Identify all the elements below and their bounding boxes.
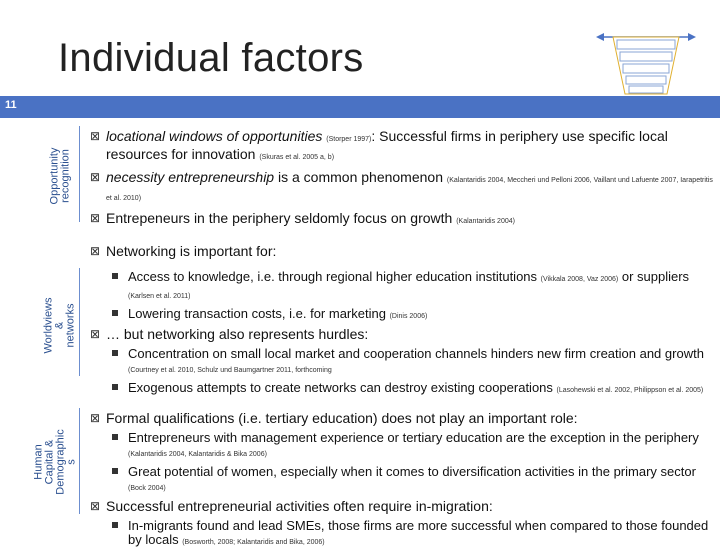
slide-number: 11 — [5, 99, 17, 111]
bullet-text: Successful entrepreneurial activities often require in-migration: — [106, 498, 493, 514]
bullet-marker-icon: ⊠ — [90, 170, 101, 184]
side-label-opportunity — [46, 126, 74, 226]
sub-bullet-concentration — [90, 347, 716, 378]
citation: (Kalantaridis 2004) — [456, 218, 515, 225]
sub-bullet-women-potential — [90, 465, 716, 496]
bullet-in-migration — [90, 499, 716, 514]
sub-bullet-text: In-migrants found and lead SMEs, those firms are more successful when compared to those founded by locals — [128, 518, 709, 547]
sub-bullet-in-migrants — [90, 519, 716, 550]
side-divider-opportunity — [79, 126, 80, 222]
square-bullet-icon — [112, 310, 118, 316]
bullet-necessity-entrepreneurship — [90, 170, 716, 206]
sub-bullet-text-cont: or suppliers — [618, 269, 690, 284]
citation: (Bosworth, 2008; Kalantaridis and Bika, 2006) — [182, 539, 325, 546]
sub-bullet-text: Access to knowledge, i.e. through regional higher education institutions — [128, 269, 538, 284]
sub-bullet-text: Lowering transaction costs, i.e. for marketing — [128, 306, 386, 321]
bullet-text: Entrepeneurs in the periphery seldomly focus on growth — [106, 210, 453, 226]
square-bullet-icon — [112, 350, 118, 356]
side-label-human-1: Human — [33, 444, 46, 480]
sub-bullet-transaction-costs — [90, 307, 716, 324]
citation: (Storper 1997) — [326, 136, 372, 143]
square-bullet-icon — [112, 273, 118, 279]
sub-bullet-text: Entrepreneurs with management experience or tertiary education are the exception in the periphery — [128, 430, 699, 445]
citation: (Courtney et al. 2010, Schulz und Baumgartner 2011, forthcoming — [128, 367, 332, 374]
bullet-marker-icon: ⊠ — [90, 129, 101, 143]
sub-bullet-management-experience — [90, 431, 716, 462]
square-bullet-icon — [112, 384, 118, 390]
bullet-italic-term: locational windows of opportunities — [106, 128, 323, 144]
pyramid-logo-icon — [596, 28, 696, 98]
header-bar — [0, 96, 720, 118]
bullet-marker-icon: ⊠ — [90, 327, 101, 341]
square-bullet-icon — [112, 434, 118, 440]
side-label-human-capital — [34, 410, 78, 514]
sub-bullet-access-knowledge — [90, 270, 716, 304]
side-label-opportunity-text: Opportunity recognition — [48, 147, 71, 205]
citation: (Karlsen et al. 2011) — [128, 293, 191, 300]
bullet-marker-icon: ⊠ — [90, 499, 101, 513]
sub-bullet-text: Great potential of women, especially when it comes to diversification activities in the primary sector — [128, 464, 696, 479]
side-label-human-3: Demographic — [55, 429, 68, 495]
bullet-text: Formal qualifications (i.e. tertiary education) does not play an important role: — [106, 410, 578, 426]
citation: (Lasohewski et al. 2002, Philippson et al. 2005) — [556, 387, 704, 394]
bullet-italic-term: necessity entrepreneurship — [106, 169, 275, 185]
sub-bullet-text: Concentration on small local market and cooperation channels hinders new firm creation and growth — [128, 346, 704, 361]
side-label-human-2: Capital & — [44, 439, 57, 485]
bullet-text: Networking is important for: — [106, 243, 277, 259]
side-label-worldviews-2: & — [53, 321, 66, 329]
bullet-networking-hurdles — [90, 327, 716, 342]
bullet-text: is a common phenomenon — [274, 169, 443, 185]
bullet-content — [90, 129, 716, 553]
bullet-marker-icon: ⊠ — [90, 411, 101, 425]
slide-title: Individual factors — [58, 36, 364, 80]
side-divider-worldviews — [79, 268, 80, 376]
bullet-text: : Successful firms in periphery use specific local resources for innovation — [106, 128, 668, 162]
square-bullet-icon — [112, 522, 118, 528]
bullet-formal-qualifications — [90, 411, 716, 426]
citation: (Dinis 2006) — [389, 313, 428, 320]
sub-bullet-text: Exogenous attempts to create networks can destroy existing cooperations — [128, 380, 553, 395]
sub-bullet-exogenous-attempts — [90, 381, 716, 398]
bullet-locational-windows — [90, 129, 716, 165]
bullet-text: … but networking also represents hurdles: — [106, 326, 369, 342]
bullet-networking-important — [90, 244, 716, 259]
citation: (Vikkala 2008, Vaz 2006) — [540, 276, 619, 283]
side-label-human-4: s — [66, 459, 79, 465]
bullet-marker-icon: ⊠ — [90, 211, 101, 225]
bullet-growth-focus — [90, 211, 716, 229]
square-bullet-icon — [112, 468, 118, 474]
side-label-worldviews — [42, 270, 77, 380]
citation: (Bock 2004) — [128, 485, 166, 492]
bullet-marker-icon: ⊠ — [90, 244, 101, 258]
citation: (Kalantaridis 2004, Kalantaridis & Bika 2006) — [128, 451, 267, 458]
side-label-worldviews-3: networks — [64, 302, 77, 348]
citation: (Skuras et al. 2005 a, b) — [259, 154, 335, 161]
citation: (Kalantaridis 2004, Meccheri und Pelloni 2006, Vaillant und Lafuente 2007, Iarapetritis et al. 2010) — [106, 177, 713, 202]
side-divider-human-capital — [79, 408, 80, 514]
side-label-worldviews-1: Worldviews — [42, 296, 55, 354]
